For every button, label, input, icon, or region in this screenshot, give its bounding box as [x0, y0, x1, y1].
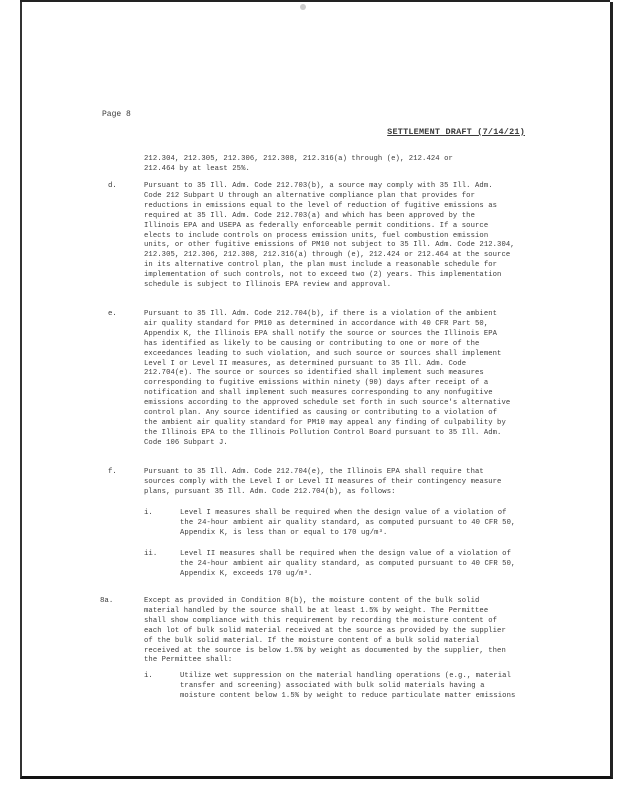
text-line: the Permittee shall: [144, 656, 233, 665]
item-d-text [144, 182, 515, 291]
page-number: Page 8 [102, 110, 131, 119]
text-line: Code 106 Subpart J. [144, 438, 228, 447]
item-f-letter: f. [108, 468, 117, 476]
text-line: 212.305, 212.306, 212.308, 212.316(a) through (e), 212.424 or 212.464 at the source [144, 251, 511, 260]
item-8a-text [144, 597, 506, 666]
item-e-text [144, 310, 510, 449]
text-line: the 24-hour ambient air quality standard, as computed pursuant to 40 CFR 50, [180, 518, 516, 527]
text-line: the ambient air quality standard for PM10 may appeal any finding of culpability by [144, 418, 506, 427]
text-line: plans, pursuant 35 Ill. Adm. Code 212.704(b), as follows: [144, 487, 396, 496]
item-8a-i-numeral: i. [144, 672, 153, 680]
text-line: notification and shall implement such measures corresponding to any nonfugitive [144, 389, 493, 398]
text-line: of the bulk solid material. If the moisture content of a bulk solid material [144, 636, 480, 645]
item-e-letter: e. [108, 310, 117, 318]
text-line: Appendix K, the Illinois EPA shall notify the source or sources the Illinois EPA [144, 329, 498, 338]
text-line: Utilize wet suppression on the material handling operations (e.g., material [180, 672, 511, 680]
text-line: emissions according to the approved schedule set forth in such source's alternative [144, 399, 511, 408]
text-line: required at 35 Ill. Adm. Code 212.703(a) and which has been approved by the [144, 211, 475, 220]
item-f-i-numeral: i. [144, 509, 153, 517]
text-line: sources comply with the Level I or Level II measures of their contingency measure [144, 477, 502, 486]
text-line: exceedances leading to such violation, and such source or sources shall implement [144, 349, 502, 358]
continuation-text [144, 155, 453, 175]
text-line: air quality standard for PM10 as determined in accordance with 40 CFR Part 50, [144, 319, 489, 328]
text-line: the Illinois EPA to the Illinois Pollution Control Board pursuant to 35 Ill. Adm. [144, 428, 502, 437]
text-line: 212.304, 212.305, 212.306, 212.308, 212.316(a) through (e), 212.424 or [144, 155, 453, 163]
text-line: elects to include controls on process emission units, fuel combustion emission [144, 231, 489, 240]
text-line: moisture content below 1.5% by weight to reduce particulate matter emissions [180, 691, 516, 700]
text-line: schedule is subject to Illinois EPA review and approval. [144, 281, 392, 290]
text-line: Except as provided in Condition 8(b), the moisture content of the bulk solid [144, 597, 480, 605]
text-line: Level II measures shall be required when the design value of a violation of [180, 550, 511, 558]
text-line: 212.464 by at least 25%. [144, 164, 250, 173]
text-line: corresponding to fugitive emissions within ninety (90) days after receipt of a [144, 379, 489, 388]
text-line: Level I or Level II measures, as determined pursuant to 35 Ill. Adm. Code [144, 359, 467, 368]
text-line: 212.704(e). The source or sources so identified shall implement such measures [144, 369, 484, 378]
text-line: transfer and screening) associated with bulk solid materials having a [180, 681, 485, 690]
item-f-text [144, 468, 501, 498]
text-line: Pursuant to 35 Ill. Adm. Code 212.704(e), the Illinois EPA shall require that [144, 468, 484, 476]
item-8a-letter: 8a. [100, 597, 114, 605]
text-line: in its alternative control plan, the plan must include a reasonable schedule for [144, 261, 498, 270]
text-line: received at the source is below 1.5% by weight as documented by the supplier, then [144, 646, 506, 655]
draft-header: SETTLEMENT DRAFT (7/14/21) [387, 127, 525, 137]
text-line: Illinois EPA and USEPA as federally enforceable permit conditions. If a source [144, 221, 489, 230]
text-line: shall show compliance with this requirement by recording the moisture content of [144, 616, 498, 625]
scan-mark [300, 4, 306, 10]
text-line: has identified as likely to be causing or contributing to one or more of the [144, 339, 480, 348]
item-f-i-text [180, 509, 515, 539]
item-8a-i-text [180, 672, 515, 702]
text-line: control plan. Any source identified as causing or contributing to a violation of [144, 409, 498, 418]
text-line: implementation of such controls, not to exceed two (2) years. This implementation [144, 271, 502, 280]
text-line: material handled by the source shall be at least 1.5% by weight. The Permittee [144, 606, 489, 615]
item-f-ii-numeral: ii. [144, 550, 158, 558]
text-line: reductions in emissions equal to the level of reduction of fugitive emissions as [144, 201, 498, 210]
text-line: Appendix K, exceeds 170 ug/m³. [180, 569, 313, 578]
text-line: each lot of bulk solid material received at the source as provided by the supplier [144, 626, 506, 635]
item-f-ii-text [180, 550, 515, 580]
text-line: Level I measures shall be required when the design value of a violation of [180, 509, 507, 517]
text-line: Appendix K, is less than or equal to 170 ug/m³. [180, 528, 388, 537]
text-line: Pursuant to 35 Ill. Adm. Code 212.703(b), a source may comply with 35 Ill. Adm. [144, 182, 493, 190]
text-line: units, or other fugitive emissions of PM10 not subject to 35 Ill. Adm. Code 212.304, [144, 241, 515, 250]
text-line: Pursuant to 35 Ill. Adm. Code 212.704(b), if there is a violation of the ambient [144, 310, 498, 318]
text-line: the 24-hour ambient air quality standard, as computed pursuant to 40 CFR 50, [180, 559, 516, 568]
text-line: Code 212 Subpart U through an alternative compliance plan that provides for [144, 191, 475, 200]
item-d-letter: d. [108, 182, 117, 190]
